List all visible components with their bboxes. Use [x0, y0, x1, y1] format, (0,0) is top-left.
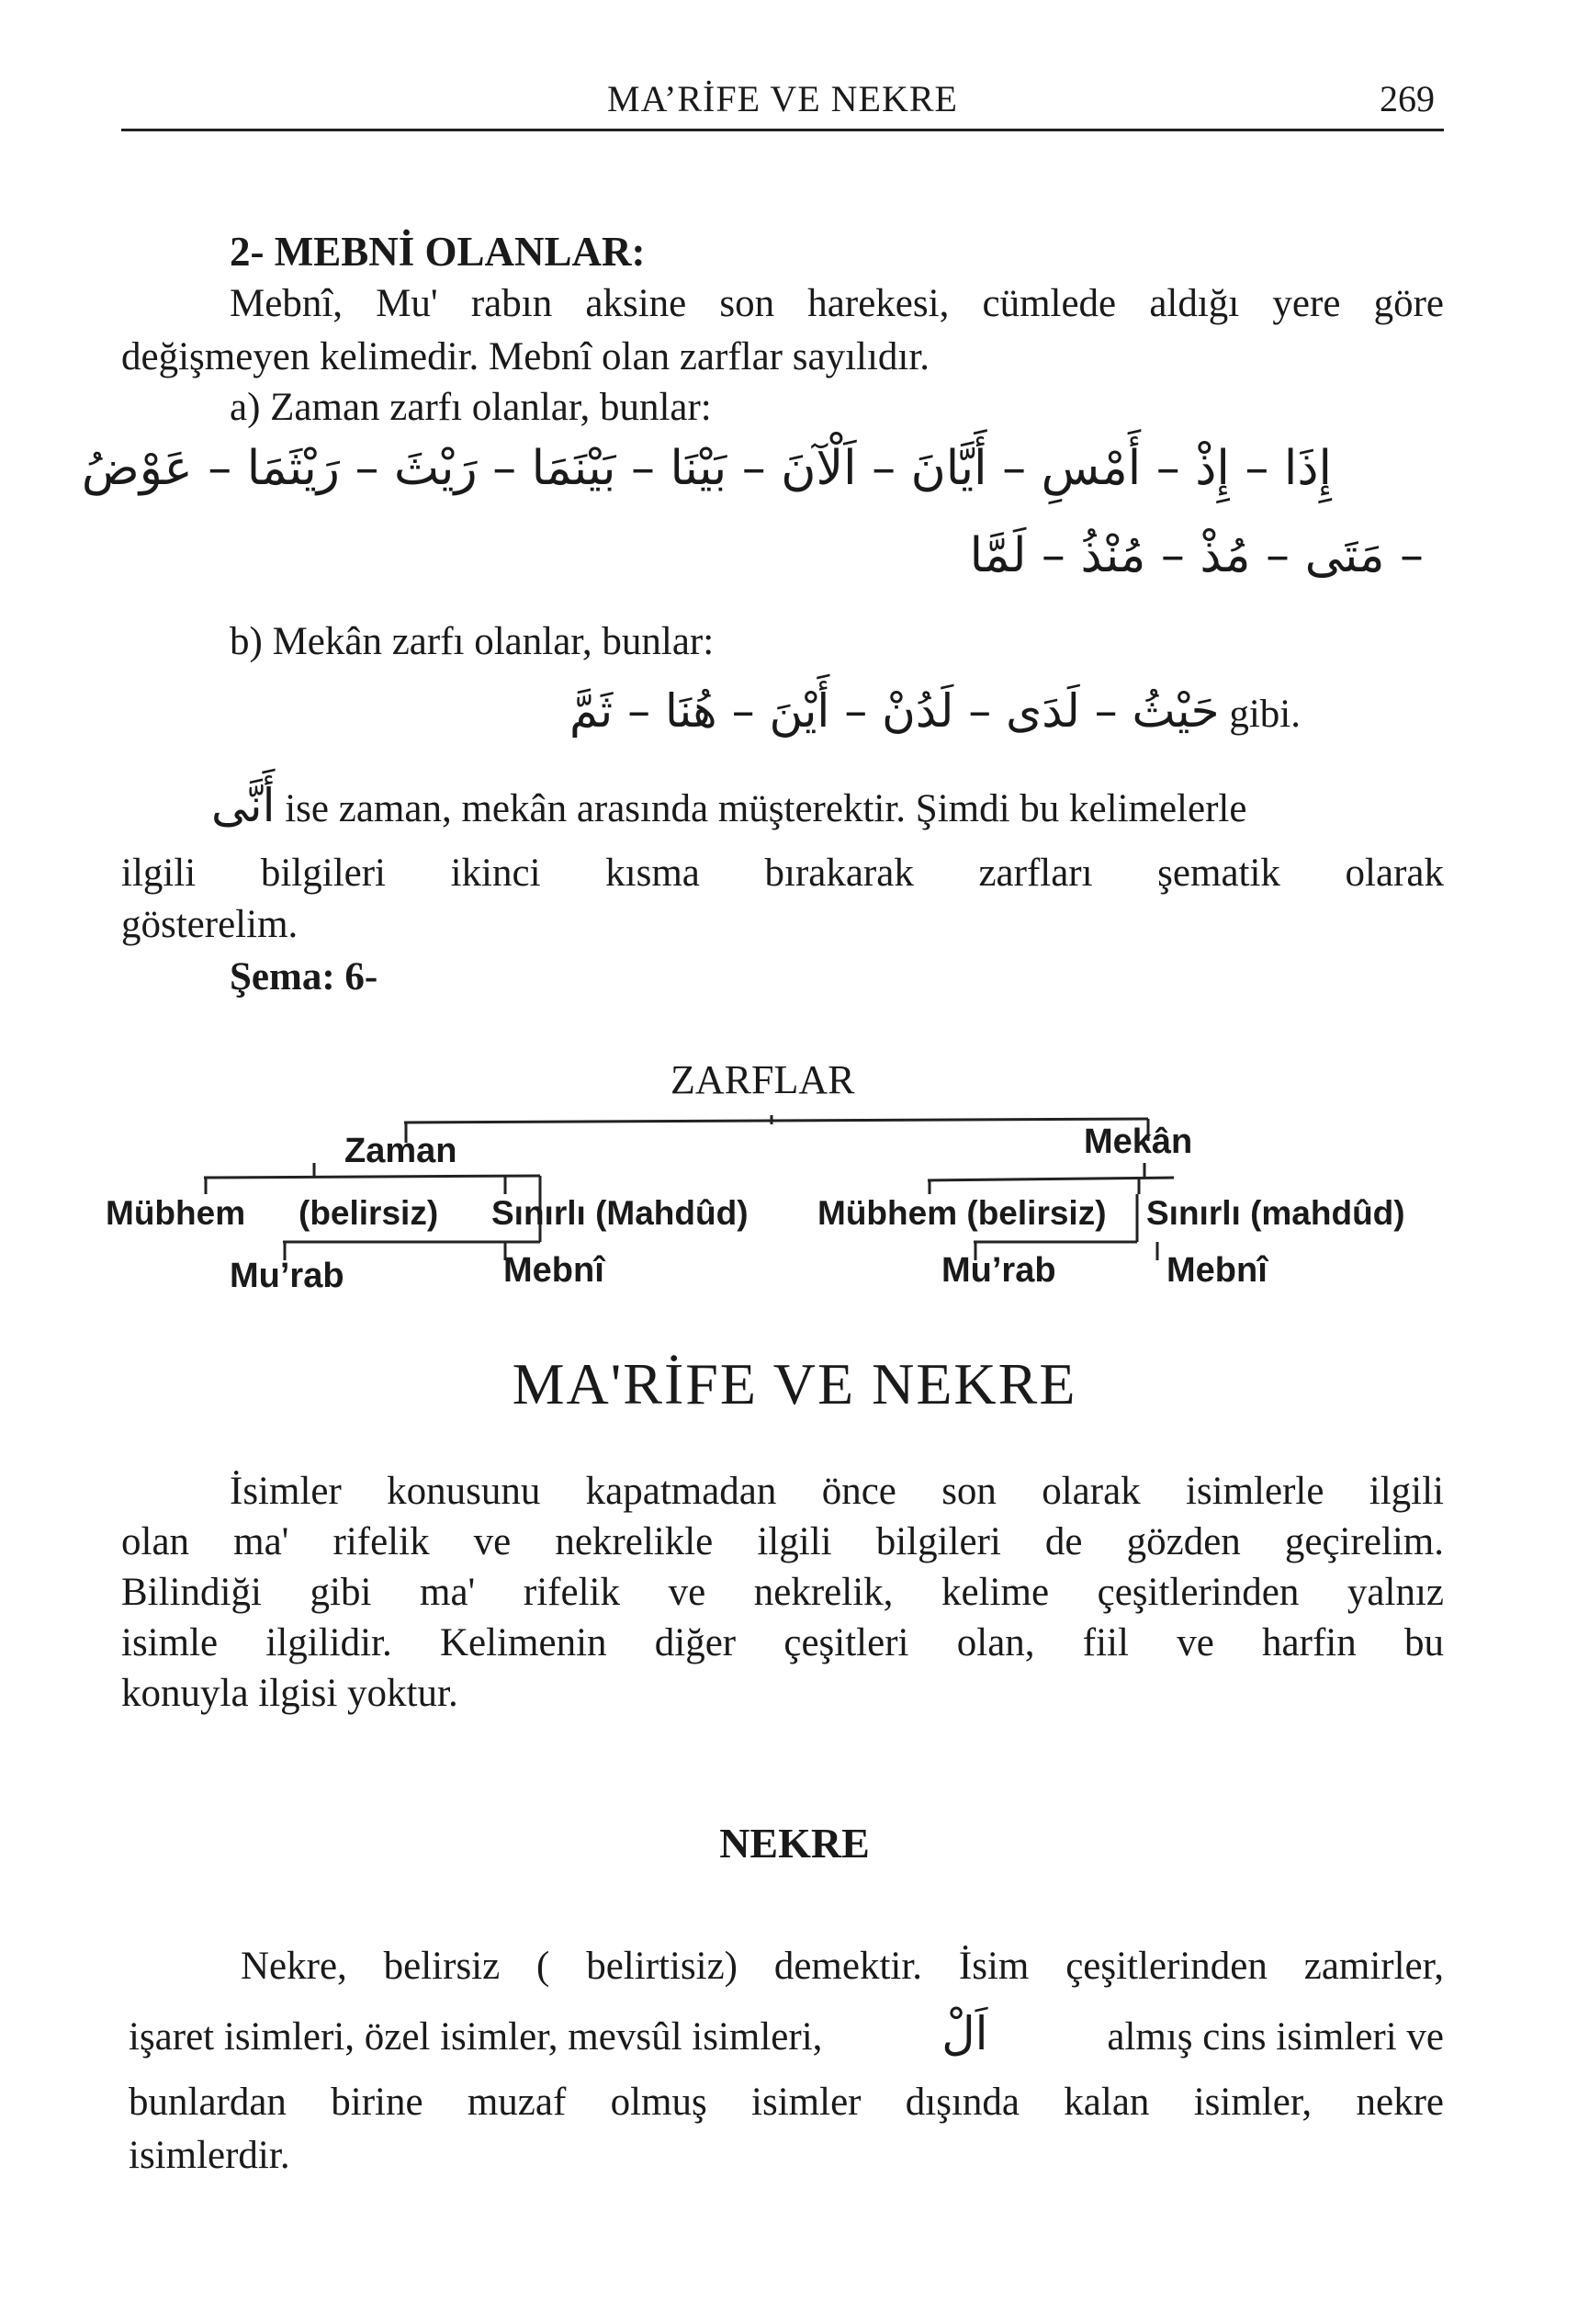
section-title-nekre: NEKRE	[719, 1820, 870, 1867]
mekan-zarfi-label: b) Mekân zarfı olanlar, bunlar:	[230, 620, 715, 663]
nekre-line2-end: almış cins isimleri ve	[1107, 2015, 1444, 2059]
schema-label: Şema: 6-	[230, 955, 378, 998]
page-number: 269	[1380, 78, 1435, 119]
arabic-zaman-list-line2: – مَتَى – مُذْ – مُنْذُ – لَمَّا	[969, 528, 1424, 583]
running-title: MA’RİFE VE NEKRE	[607, 78, 958, 119]
diagram-zaman-murab: Mu’rab	[230, 1257, 344, 1295]
diagram-mekan-sinirli: Sınırlı (mahdûd)	[1146, 1194, 1405, 1232]
arabic-anna: أَنَّى	[211, 779, 276, 832]
zaman-zarfi-label: a) Zaman zarfı olanlar, bunlar:	[230, 386, 712, 429]
paragraph-line: gösterelim.	[121, 903, 299, 946]
diagram-mekan-murab: Mu’rab	[941, 1251, 1056, 1290]
paragraph-line: konuyla ilgisi yoktur.	[121, 1672, 458, 1715]
arabic-mekan-row	[569, 684, 1301, 738]
zarflar-diagram	[101, 1047, 1470, 1341]
page-header	[121, 73, 1444, 131]
paragraph-line: değişmeyen kelimedir. Mebnî olan zarflar sayılıdır.	[121, 335, 930, 378]
diagram-zaman-belirsiz: (belirsiz)	[299, 1194, 439, 1232]
gibi-text: gibi.	[1229, 693, 1301, 736]
diagram-zaman-mebni: Mebnî	[503, 1251, 604, 1290]
paragraph-line: Mebnî, Mu' rabın aksine son harekesi, cümlede aldığı yere göre	[230, 282, 1444, 325]
paragraph-line: olan ma' rifelik ve nekrelikle ilgili bilgileri de gözden geçirelim.	[121, 1520, 1444, 1563]
anna-text: ise zaman, mekân arasında müşterektir. Şimdi bu kelimelerle	[285, 787, 1247, 830]
diagram-mekan: Mekân	[1084, 1123, 1193, 1161]
diagram-mekan-mubhem: Mübhem (belirsiz)	[817, 1194, 1107, 1232]
paragraph-line: Bilindiği gibi ma' rifelik ve nekrelik, kelime çeşitlerinden yalnız	[121, 1571, 1444, 1614]
nekre-line2-start: işaret isimleri, özel isimler, mevsûl isimleri,	[129, 2015, 823, 2059]
paragraph-line: isimle ilgilidir. Kelimenin diğer çeşitleri olan, fiil ve harfin bu	[121, 1621, 1444, 1664]
paragraph-line: Nekre, belirsiz ( belirtisiz) demektir. İsim çeşitlerinden zamirler,	[241, 1945, 1444, 1988]
diagram-zaman-sinirli: Sınırlı (Mahdûd)	[491, 1194, 749, 1232]
anna-row	[211, 779, 1246, 832]
arabic-zaman-list-line1: إِذَا – إِذْ – أَمْسِ – أَيَّانَ – اَلْآنَ – بَيْنَا – بَيْنَمَا – رَيْثَ – رَيْثَمَا – عَوْضُ	[81, 441, 1332, 496]
section-heading-mebni: 2- MEBNİ OLANLAR:	[230, 229, 646, 275]
diagram-root-zarflar: ZARFLAR	[671, 1057, 855, 1102]
diagram-zaman: Zaman	[344, 1132, 457, 1170]
paragraph-line: ilgili bilgileri ikinci kısma bırakarak zarfları şematik olarak	[121, 852, 1444, 895]
paragraph-line: isimlerdir.	[129, 2134, 290, 2177]
section-title-marife: MA'RİFE VE NEKRE	[512, 1351, 1077, 1416]
nekre-line2	[129, 2007, 1444, 2060]
diagram-zaman-mubhem: Mübhem	[106, 1194, 246, 1232]
arabic-mekan-list: حَيْثُ – لَدَى – لَدُنْ – أَيْنَ – هُنَا – ثَمَّ	[569, 684, 1220, 738]
paragraph-line: İsimler konusunu kapatmadan önce son olarak isimlerle ilgili	[230, 1470, 1444, 1513]
paragraph-line: bunlardan birine muzaf olmuş isimler dışında kalan isimler, nekre	[129, 2081, 1444, 2124]
diagram-mekan-mebni: Mebnî	[1166, 1251, 1268, 1290]
arabic-al: اَلْ	[941, 2007, 988, 2060]
